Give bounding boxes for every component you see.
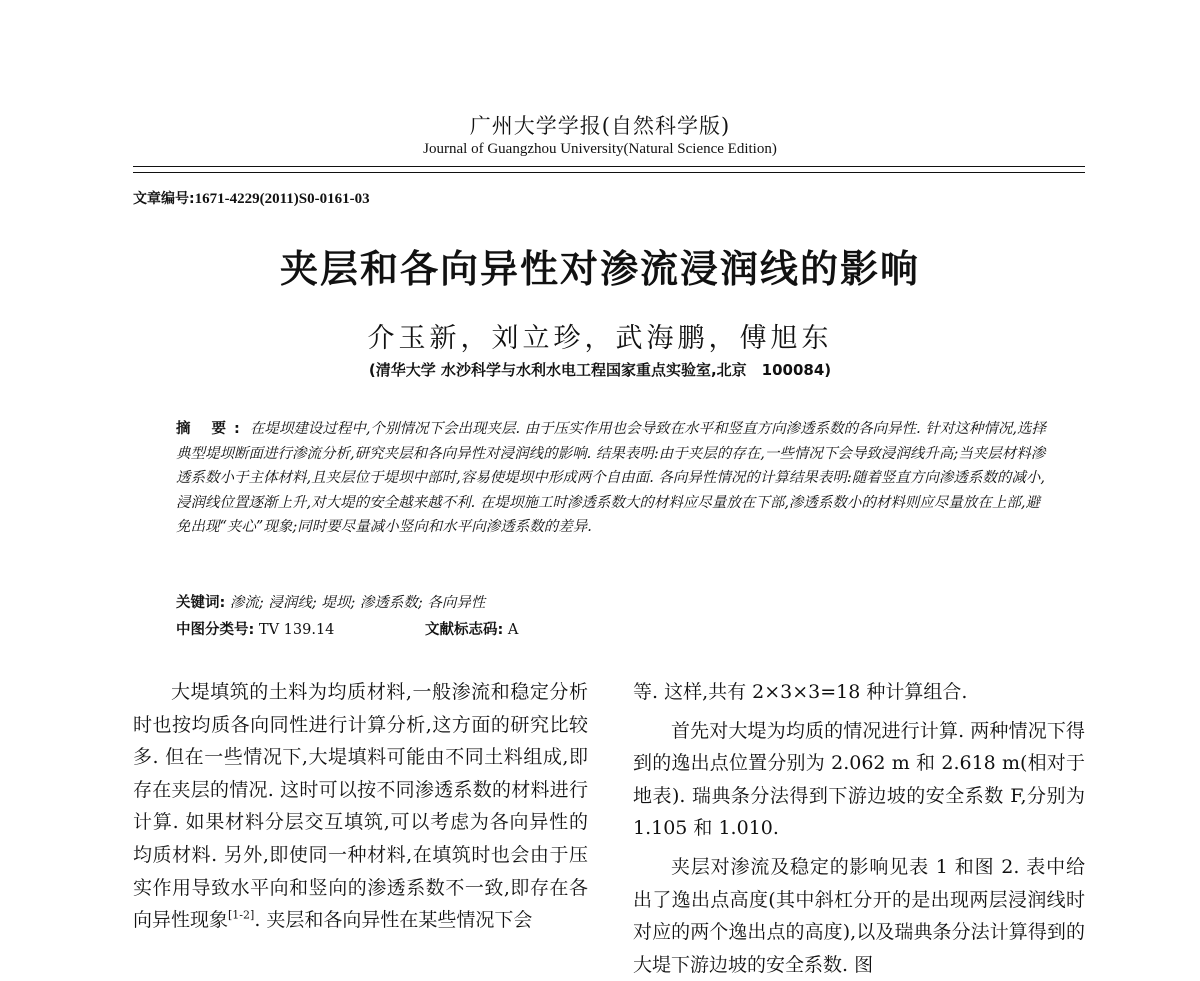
keywords-text: 渗流; 浸润线; 堤坝; 渗透系数; 各向异性 xyxy=(229,595,486,611)
article-number-value: 1671-4229(2011)S0-0161-03 xyxy=(194,191,370,207)
classification-value: TV 139.14 xyxy=(258,622,335,638)
body-paragraph: 首先对大堤为均质的情况进行计算. 两种情况下得到的逸出点位置分别为 2.062 m 和 2.618 m(相对于地表). 瑞典条分法得到下游边坡的安全系数 F,分别为 1.105 和 1.010. xyxy=(633,719,1085,840)
article-number-label: 文章编号: xyxy=(133,191,195,207)
authors: 介玉新，刘立珍，武海鹏，傅旭东 xyxy=(367,323,833,354)
classification-code xyxy=(176,618,334,639)
abstract-text: 在堤坝建设过程中,个别情况下会出现夹层. 由于压实作用也会导致在水平和竖直方向渗透系数的各向异性. 针对这种情况,选择典型堤坝断面进行渗流分析,研究夹层和各向异性对浸润线的影响. 结果表明:由于夹层的存在,一些情况下会导致浸润线升高;当夹层材料渗透系数小于主体材料,且夹层位于堤坝中部时,容易使堤坝中形成两个自由面. 各向异性情况的计算结果表明:随着竖直方向渗透系数的减小,浸润线位置逐渐上升,对大堤的安全越来越不利. 在堤坝施工时渗透系数大的材料应尽量放在下部,渗透系数小的材料则应尽量放在上部,避免出现“夹心”现象;同时要尽量减小竖向和水平向渗透系数的差异. xyxy=(176,421,1047,536)
document-code-value: A xyxy=(507,622,519,638)
abstract-label: 摘 要: xyxy=(176,421,248,437)
keywords xyxy=(176,591,485,612)
body-paragraph: 夹层对渗流及稳定的影响见表 1 和图 2. 表中给出了逸出点高度(其中斜杠分开的是出现两层浸润线时对应的两个逸出点的高度),以及瑞典条分法计算得到的大堤下游边坡的安全系数. 图 xyxy=(633,855,1085,976)
document-code xyxy=(425,618,518,639)
paper-title: 夹层和各向异性对渗流浸润线的影响 xyxy=(279,246,920,291)
body-text-tail: . 夹层和各向异性在某些情况下会 xyxy=(254,909,533,932)
body-column-left xyxy=(133,676,588,937)
classification-label: 中图分类号: xyxy=(176,622,255,638)
body-paragraph xyxy=(133,676,588,937)
keywords-label: 关键词: xyxy=(176,595,226,611)
affiliation: (清华大学 水沙科学与水利水电工程国家重点实验室,北京 100084) xyxy=(368,361,832,379)
journal-name-en: Journal of Guangzhou University(Natural Science Edition) xyxy=(423,141,777,157)
header-rule-bottom xyxy=(133,172,1085,173)
citation-ref: [1-2] xyxy=(228,908,255,922)
abstract xyxy=(176,417,1046,540)
body-text: 大堤填筑的土料为均质材料,一般渗流和稳定分析时也按均质各向同性进行计算分析,这方面的研究比较多. 但在一些情况下,大堤填料可能由不同土料组成,即存在夹层的情况. 这时可以按不同渗透系数的材料进行计算. 如果材料分层交互填筑,可以考虑为各向异性的均质材料. 另外,即使同一种材料,在填筑时也会由于压实作用导致水平向和竖向的渗透系数不一致,即存在各向异性现象 xyxy=(133,681,588,932)
journal-name-cn: 广州大学学报(自然科学版) xyxy=(469,114,731,138)
body-column-right xyxy=(633,676,1085,981)
document-code-label: 文献标志码: xyxy=(425,622,504,638)
header-rule-top xyxy=(133,166,1085,167)
article-number xyxy=(133,188,370,208)
body-paragraph: 等. 这样,共有 2×3×3=18 种计算组合. xyxy=(633,681,968,703)
